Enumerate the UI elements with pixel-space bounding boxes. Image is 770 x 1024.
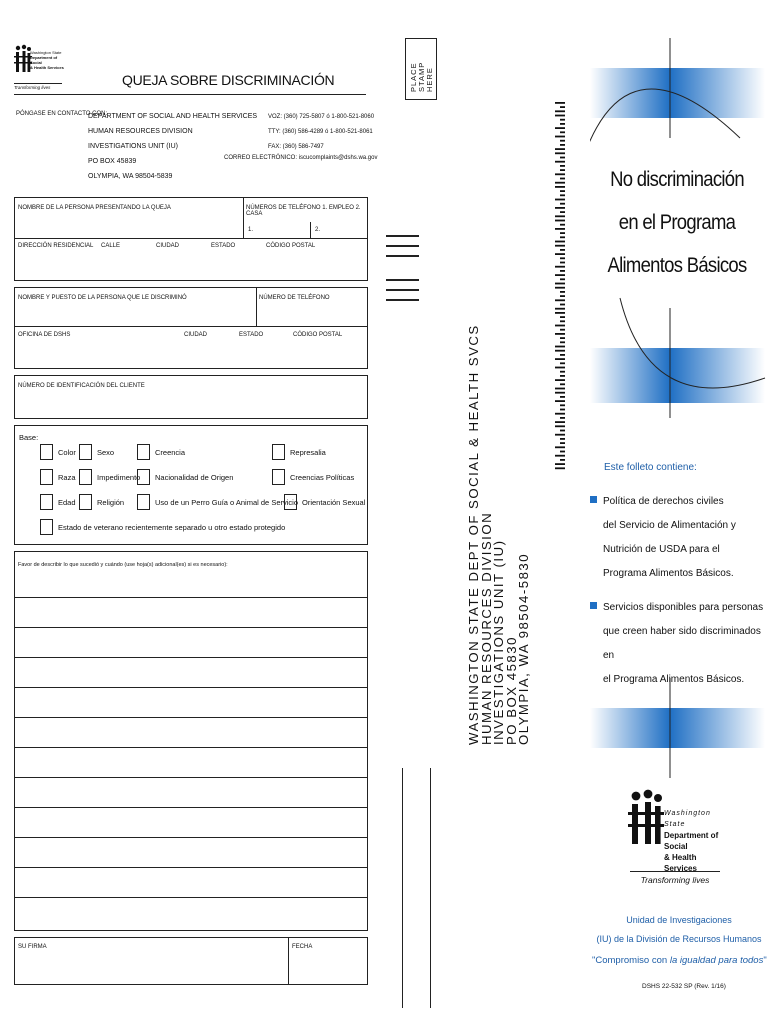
barcode-bar — [555, 379, 565, 381]
barcode-bar — [555, 186, 565, 188]
street-label: CALLE — [101, 243, 121, 249]
barcode-bar — [555, 266, 565, 268]
barcode-bar — [560, 451, 565, 453]
postal-barcode — [555, 102, 567, 470]
barcode-bar — [555, 400, 565, 402]
contact-address: DEPARTMENT OF SOCIAL AND HEALTH SERVICES HUMAN RESOURCES DIVISION INVESTIGATIONS UNIT (IU) PO BOX 45839 OLYMPIA, WA 98504-5839 — [88, 113, 258, 180]
checkbox[interactable] — [40, 494, 53, 510]
bullet-civil-rights: Política de derechos civiles del Servicio de Alimentación y Nutrición de USDA para el Programa Alimentos Básicos. — [590, 490, 736, 586]
barcode-bar — [560, 337, 565, 339]
tagline: Transforming lives — [14, 83, 62, 90]
barcode-bar — [560, 383, 565, 385]
barcode-bar — [560, 249, 565, 251]
checkbox[interactable] — [40, 469, 53, 485]
barcode-bar — [560, 459, 565, 461]
checkbox[interactable] — [79, 469, 92, 485]
barcode-bar — [555, 241, 565, 243]
barcode-bar — [555, 207, 565, 209]
barcode-bar — [555, 325, 565, 327]
contact-phones: VOZ: (360) 725-5807 ó 1-800-521-8060 TTY: (360) 586-4289 ó 1-800-521-8061 FAX: (360) 586-7497 — [268, 114, 375, 150]
barcode-bar — [560, 203, 565, 205]
barcode-bar — [560, 178, 565, 180]
barcode-bar — [555, 283, 565, 285]
basis-religion[interactable]: Religión — [79, 494, 124, 510]
signature-section — [14, 937, 368, 985]
description-section[interactable] — [14, 551, 368, 931]
barcode-bar — [555, 182, 565, 184]
city-label: CIUDAD — [156, 243, 180, 249]
barcode-bar — [560, 430, 565, 432]
barcode-bar — [560, 371, 565, 373]
contact-label: PÓNGASE EN CONTACTO CON: — [16, 111, 108, 117]
basis-veteran[interactable]: Estado de veterano recientemente separado u otro estado protegido — [40, 519, 285, 535]
zip-label: CÓDIGO POSTAL — [266, 243, 316, 249]
barcode-bar — [560, 354, 565, 356]
barcode-bar — [560, 304, 565, 306]
bullet-services: Servicios disponibles para personas que creen haber sido discriminados en el Programa Alimentos Básicos. — [590, 596, 770, 692]
barcode-bar — [555, 173, 565, 175]
barcode-bar — [560, 131, 565, 133]
barcode-bar — [555, 446, 565, 448]
basis-color[interactable]: Color — [40, 444, 76, 460]
checkbox[interactable] — [79, 444, 92, 460]
barcode-bar — [560, 106, 565, 108]
barcode-bar — [560, 169, 565, 171]
barcode-bar — [560, 270, 565, 272]
basis-guide-dog[interactable]: Uso de un Perro Guía o Animal de Servicio — [137, 494, 298, 510]
agency-line2-large: Department of Social — [664, 831, 719, 851]
barcode-bar — [555, 463, 565, 465]
barcode-bar — [560, 140, 565, 142]
barcode-bar — [555, 220, 565, 222]
barcode-bar — [560, 123, 565, 125]
barcode-bar — [555, 274, 565, 276]
discriminator-phone-label: NÚMERO DE TELÉFONO — [259, 295, 330, 301]
checkbox[interactable] — [284, 494, 297, 510]
barcode-bar — [560, 438, 565, 440]
barcode-bar — [555, 148, 565, 150]
barcode-bar — [560, 341, 565, 343]
barcode-bar — [560, 190, 565, 192]
form-title: QUEJA SOBRE DISCRIMINACIÓN — [122, 72, 335, 88]
barcode-bar — [560, 291, 565, 293]
client-id-section[interactable] — [14, 375, 368, 419]
barcode-bar — [555, 425, 565, 427]
barcode-bar — [555, 136, 565, 138]
form-number: DSHS 22-532 SP (Rev. 1/16) — [642, 983, 726, 990]
checkbox[interactable] — [137, 494, 150, 510]
barcode-bar — [555, 228, 565, 230]
barcode-bar — [560, 119, 565, 121]
barcode-bar — [555, 434, 565, 436]
people-logo-icon — [628, 788, 664, 848]
barcode-bar — [560, 417, 565, 419]
agency-line1: Washington State — [30, 50, 62, 55]
barcode-bar — [560, 262, 565, 264]
barcode-bar — [555, 152, 565, 154]
agency-line3: & Health Services — [30, 65, 64, 70]
basis-political[interactable]: Creencias Políticas — [272, 469, 354, 485]
barcode-bar — [555, 308, 565, 310]
barcode-bar — [555, 299, 565, 301]
barcode-bar — [555, 367, 565, 369]
office-state-label: ESTADO — [239, 332, 264, 338]
barcode-bar — [555, 455, 565, 457]
basis-sexual-orientation[interactable]: Orientación Sexual — [284, 494, 365, 510]
basis-creed[interactable]: Creencia — [137, 444, 185, 460]
basis-section — [14, 425, 368, 545]
barcode-bar — [560, 157, 565, 159]
barcode-bar — [560, 224, 565, 226]
office-zip-label: CÓDIGO POSTAL — [293, 332, 343, 338]
barcode-bar — [555, 102, 565, 104]
barcode-bar — [560, 362, 565, 364]
agency-line2: Department of Social — [30, 55, 58, 65]
dshs-logo-large — [628, 786, 728, 873]
date-label: FECHA — [292, 944, 313, 950]
barcode-bar — [555, 358, 565, 360]
checkbox[interactable] — [79, 494, 92, 510]
motto: "Compromiso con la igualdad para todos" — [592, 955, 767, 966]
agency-line3-large: & Health Services — [664, 853, 697, 873]
barcode-bar — [555, 115, 565, 117]
barcode-bar — [555, 161, 565, 163]
barcode-bar — [560, 278, 565, 280]
signature-label: SU FIRMA — [18, 944, 47, 950]
basis-sex[interactable]: Sexo — [79, 444, 114, 460]
barcode-bar — [560, 375, 565, 377]
agency-line1-large: Washington State — [664, 810, 711, 828]
barcode-bar — [555, 413, 565, 415]
barcode-bar — [560, 442, 565, 444]
folleto-contains: Este folleto contiene: — [604, 462, 697, 473]
describe-label: Favor de describir lo que sucedió y cuándo (use hoja(s) adicional(es) si es necesario): — [18, 562, 228, 568]
barcode-bar — [560, 295, 565, 297]
address-label: DIRECCIÓN RESIDENCIAL — [18, 243, 94, 249]
contact-email: CORREO ELECTRÓNICO: iscucomplaints@dshs.wa.gov — [224, 155, 378, 161]
barcode-bar — [560, 257, 565, 259]
checkbox[interactable] — [137, 469, 150, 485]
barcode-bar — [555, 312, 565, 314]
barcode-bar — [555, 350, 565, 352]
checkbox[interactable] — [40, 444, 53, 460]
mailing-address: WASHINGTON STATE DEPT OF SOCIAL & HEALTH SVCS HUMAN RESOURCES DIVISION INVESTIGATIONS UNIT (IU) PO BOX 45830 OLYMPIA, WA 98504-5830 — [466, 324, 531, 745]
state-label: ESTADO — [211, 243, 236, 249]
basis-label: Base: — [19, 433, 39, 442]
phone1-field[interactable]: 1. — [248, 227, 254, 233]
checkbox[interactable] — [137, 444, 150, 460]
cover-title: No discriminación en el Programa Alimentos Básicos — [607, 168, 747, 277]
barcode-bar — [560, 194, 565, 196]
basis-disability[interactable]: Impedimento — [79, 469, 140, 485]
barcode-bar — [555, 127, 565, 129]
barcode-bar — [555, 110, 565, 112]
checkbox[interactable] — [40, 519, 53, 535]
checkbox[interactable] — [272, 469, 285, 485]
discriminator-label: NOMBRE Y PUESTO DE LA PERSONA QUE LE DISCRIMINÓ — [18, 295, 187, 301]
stamp-text: PLACE STAMP HERE — [409, 61, 434, 92]
barcode-bar — [555, 245, 565, 247]
barcode-bar — [555, 467, 565, 469]
office-label: OFICINA DE DSHS — [18, 332, 71, 338]
complainant-section — [14, 197, 368, 281]
barcode-bar — [555, 333, 565, 335]
dshs-logo — [14, 44, 64, 78]
basis-race[interactable]: Raza — [40, 469, 76, 485]
barcode-bar — [560, 232, 565, 234]
barcode-bar — [555, 388, 565, 390]
barcode-bar — [555, 253, 565, 255]
barcode-bar — [560, 236, 565, 238]
barcode-bar — [560, 396, 565, 398]
barcode-bar — [560, 404, 565, 406]
barcode-bar — [560, 329, 565, 331]
barcode-bar — [555, 287, 565, 289]
basis-age[interactable]: Edad — [40, 494, 76, 510]
barcode-bar — [560, 144, 565, 146]
barcode-bar — [555, 346, 565, 348]
barcode-bar — [560, 320, 565, 322]
barcode-bar — [560, 165, 565, 167]
barcode-bar — [560, 316, 565, 318]
barcode-bar — [560, 211, 565, 213]
bullet-icon — [590, 496, 597, 503]
phone2-field[interactable]: 2. — [315, 227, 321, 233]
checkbox[interactable] — [272, 444, 285, 460]
phone-numbers-label: NÚMEROS DE TELÉFONO 1. EMPLEO 2. CASA — [246, 205, 361, 217]
discriminator-section — [14, 287, 368, 369]
client-id-label: NÚMERO DE IDENTIFICACIÓN DEL CLIENTE — [18, 383, 145, 389]
complainant-name-label: NOMBRE DE LA PERSONA PRESENTANDO LA QUEJA — [18, 205, 171, 211]
barcode-bar — [560, 409, 565, 411]
basis-retaliation[interactable]: Represalia — [272, 444, 326, 460]
barcode-bar — [555, 392, 565, 394]
barcode-bar — [555, 199, 565, 201]
investigations-unit: Unidad de Investigaciones (IU) de la División de Recursos Humanos — [596, 915, 762, 944]
barcode-bar — [555, 215, 565, 217]
barcode-bar — [555, 421, 565, 423]
tagline-large: Transforming lives — [630, 871, 720, 885]
office-city-label: CIUDAD — [184, 332, 208, 338]
bullet-icon — [590, 602, 597, 609]
basis-national-origin[interactable]: Nacionalidad de Origen — [137, 469, 233, 485]
